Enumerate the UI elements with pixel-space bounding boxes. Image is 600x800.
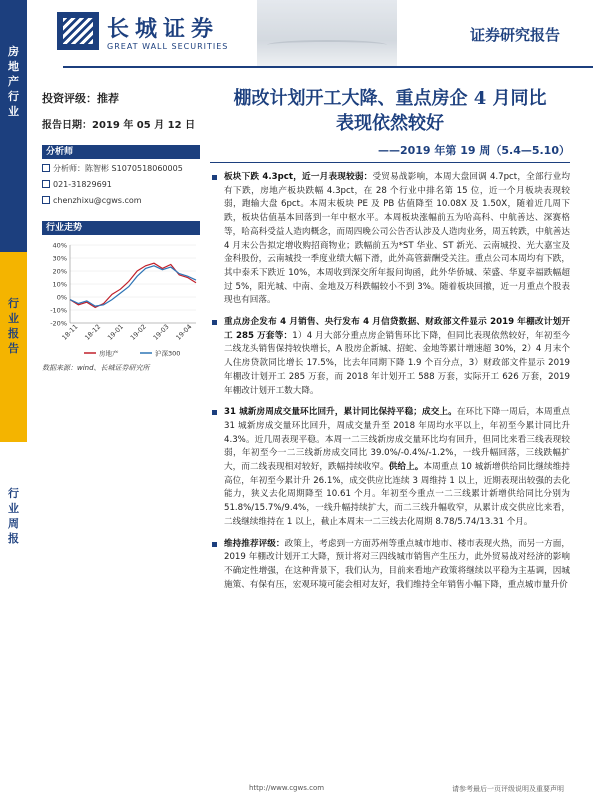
paragraph-body: 在环比下降一周后，本周重点 31 城新房成交量环比回升，周成交量升至 2018 年周均水平以上，年初至今累计同比升 4.3%。近几周表现平稳。本周一二三线新房成交量环比均有回升，但同比来看三线表现较弱，年初至今一二三线新房成交同比 39.0%/-0.4%/-1.2%，一线升幅回落，三线跌幅扩大，而二线表现相对较好，跌幅持续收窄。 (224, 407, 570, 473)
report-subtitle: ——2019 年第 19 周（5.4—5.10） (377, 144, 570, 157)
main-content (210, 86, 570, 600)
great-wall-banner-image (257, 0, 397, 68)
legend-label-沪深300: 沪深300 (155, 349, 181, 358)
y-tick-label: 30% (52, 254, 67, 263)
x-tick-label: 18-11 (60, 322, 80, 342)
logo-english-name: GREAT WALL SECURITIES (107, 42, 229, 51)
paragraph-heading: 板块下跌 4.3pct，近一月表现较弱： (224, 172, 373, 182)
legend-label-房地产: 房地产 (99, 349, 119, 358)
sidebar-industry-label: 房 地 产 行 业 (0, 0, 27, 252)
subtitle-divider (210, 162, 570, 163)
paragraph-subheading: 供给上。 (388, 462, 424, 473)
series-line-房地产 (70, 263, 196, 307)
paragraph-body: 1）4 月大部分重点房企销售环比下降，但同比表现依然较好，年初至今二线龙头销售保持较快增长，A 股房企新城、招蛇、金地等累计增速超 30%，2）4 月末个人住房贷款同比增长 17.5%，比去年同期下降 1.9 个百分点，3）财政部文件显示 2019 年棚改计划开工 285 万套，而 2018 年计划开工 588 万套，实际开工 626 万套，2019 年棚改计划开工数大降。 (224, 330, 570, 396)
x-tick-label: 18-12 (83, 322, 103, 342)
x-tick-label: 19-01 (105, 322, 126, 342)
y-tick-label: 0% (56, 293, 67, 302)
left-sidebar (0, 0, 27, 800)
person-icon (42, 164, 50, 172)
paragraph-body: 本周重点 10 城新增供给同比继续维持高位，年初至今累计升 26.1%，成交供应比连续 3 周维持 1 以上，近期表现出较强的去化能力，狭义去化周期降至 10.61 个月。年初至今重点一二三线累计新增供给同比分别为 51.8%/15.7%/9.4%，一线升幅持续扩大，而二三线升幅收窄，从累计成交供应比来看，二线继续维持在 1 以上，截止本周末一二三线去化周期 8.78/5.74/13.31 个月。 (224, 462, 570, 527)
footer-disclaimer: 请参考最后一页评级说明及重要声明 (452, 785, 564, 793)
x-tick-label: 19-04 (174, 322, 194, 342)
x-tick-label: 19-03 (151, 322, 171, 342)
paragraph-rating (210, 538, 570, 593)
analyst-section-header: 分析师 (42, 145, 200, 159)
paragraph-city-transactions (210, 406, 570, 529)
industry-trend-chart (42, 239, 200, 359)
page-footer (27, 778, 600, 800)
analyst-email[interactable]: chenzhixu@cgws.com (42, 195, 200, 207)
logo-chinese-name: 长城证券 (107, 16, 220, 42)
paragraph-heading: 31 城新房周成交量环比回升，累计同比保持平稳；成交上。 (224, 407, 457, 418)
paragraph-company-sales (210, 316, 570, 398)
data-source-note: 数据来源：wind、长城证券研究所 (42, 364, 150, 372)
paragraph-heading: 重点房企发布 4 月销售、央行发布 4 月信贷数据、财政部文件显示 2019 年棚改计划开工 285 万套等： (224, 317, 570, 341)
sidebar-weekly-label: 行 业 周 报 (0, 442, 27, 800)
trend-chart-svg (42, 239, 200, 359)
report-title (210, 86, 570, 136)
y-tick-label: 10% (52, 280, 67, 289)
report-type-tag: 证券研究报告 (469, 26, 560, 44)
header-divider (63, 66, 593, 68)
email-icon (42, 196, 50, 204)
paragraph-sector-performance (210, 171, 570, 308)
paragraph-body: 受贸易战影响，本周大盘回调 4.7pct，全部行业均有下跌，房地产板块跌幅 4.3pct，在 28 个行业中排名第 15 位，近一个月板块表现较弱，跑输大盘 6pct。本周末板块 PE 及 PB 估值降至 10.08X 及 1.50X，随着近几周下跌，板块估值基本回落到一年中枢水平。本周板块涨幅前五为哈高科、中航善达、深赛格等，哈高科受益人造肉概念，而周四晚公司公告否认涉及人造肉业务，周五转跌，中航善达 4 月末公告拟定增收购招商物业；跌幅前五为*ST 华业、ST 新光、云南城投、光大嘉宝及金科股份，云南城投一季度业绩大幅下滑，此外高管薪酬受关注。重点公司本周均有下跌，其中泰禾下跌近 10%，本周收到深交所年报问询函，此外华侨城、荣盛、华夏幸福跌幅超过 5%，阳光城、中南、金地及万科跌幅较小不到 3%。随着板块回撤，近一月重点个股表现也有回落。 (224, 172, 570, 306)
company-logo-icon (57, 12, 99, 50)
title-line-1: 棚改计划开工大降、重点房企 4 月同比 (233, 88, 547, 109)
series-line-沪深300 (70, 266, 196, 306)
report-date: 报告日期：2019 年 05 月 12 日 (42, 120, 196, 131)
analyst-phone: 021-31829691 (42, 179, 200, 191)
x-tick-label: 19-02 (128, 322, 148, 342)
y-tick-label: -10% (50, 306, 67, 315)
info-column (42, 90, 200, 373)
y-tick-label: 40% (52, 241, 67, 250)
paragraph-heading: 维持推荐评级： (224, 538, 285, 549)
y-tick-label: -20% (50, 319, 67, 328)
sidebar-report-type: 行 业 报 告 (0, 252, 27, 442)
paragraph-body: 政策上，考虑到一方面苏州等重点城市地市、楼市表现火热，而另一方面，2019 年棚改计划开工大降，预计将对三四线城市销售产生压力，此外贸易战对经济的影响不确定性增强，在这种背景下，我们认为，目前来看地产政策将继续以平稳为主基调，因城施策、有保有压，宏观环境可能会相对友好，我们维持全年销售小幅下降，重点城市量升价 (224, 538, 570, 590)
investment-rating: 投资评级：推荐 (42, 92, 119, 105)
page-header (27, 0, 600, 70)
analyst-name: 分析师：陈智彬 S1070518060005 (42, 163, 200, 175)
phone-icon (42, 180, 50, 188)
y-tick-label: 20% (52, 267, 67, 276)
title-line-2: 表现依然较好 (336, 113, 444, 134)
footer-website-link[interactable]: http://www.cgws.com (249, 784, 325, 792)
trend-section-header: 行业走势 (42, 221, 200, 235)
